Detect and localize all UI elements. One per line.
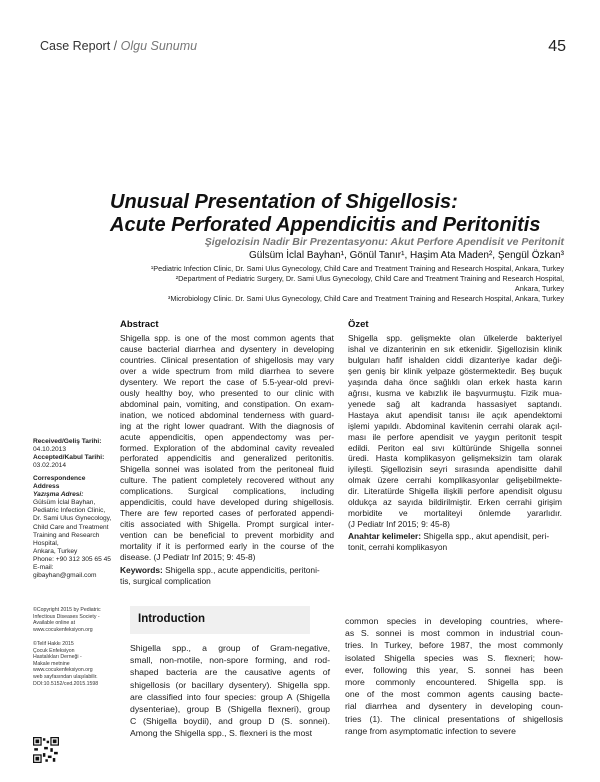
title-line-2: Acute Perforated Appendicitis and Peritonitis: [110, 214, 541, 236]
affiliation-2: ²Department of Pediatric Surgery, Dr. Sami Ulus Gynecology, Child Care and Treatment Training and Research Hospital,: [175, 274, 564, 283]
ozet-line: ması ile perfore apendisit ve yaygın peritonit tespit: [348, 431, 562, 442]
abstract-line: over a wide spectrum from mild diarrhea to severe: [120, 365, 334, 376]
abstract-line: disease. (J Pediatr Inf 2015; 9: 45-8): [120, 552, 256, 563]
abstract-line: complications. Surgical complications, including: [120, 486, 334, 497]
ozet-line: (J Pediatr Inf 2015; 9: 45-8): [348, 519, 450, 530]
corr-line: Training and Research: [33, 531, 100, 539]
accepted-date: 03.02.2014: [33, 462, 67, 470]
running-header: [40, 39, 197, 53]
corr-line: E-mail:: [33, 564, 54, 572]
abstract-line: appendicitis, could have developed during shigellosis.: [120, 497, 334, 508]
intro-right-line: one of the most common agents causing bacte-: [345, 689, 563, 700]
abstract-body: [120, 333, 334, 563]
copyright-tr-line: Çocuk Enfeksiyon: [33, 647, 75, 654]
article-title: [110, 191, 580, 237]
introduction-heading: Introduction: [138, 613, 206, 625]
intro-right-line: as S. sonnei is most common in industrial coun-: [345, 628, 563, 639]
copyright-en: [33, 607, 121, 633]
abstract-line: formed. Exploration of the abdominal cavity revealed: [120, 442, 334, 453]
received-label: Received/Geliş Tarihi:: [33, 438, 102, 445]
abstract-line: culture. The patient completely recovered without any: [120, 475, 334, 486]
abstract-line: perforated appendicitis and generalized peritonitis.: [120, 453, 334, 464]
intro-left-line: are classified into four species: group A (Shigella: [130, 691, 330, 702]
copyright-tr-line: www.cocukenfeksiyon.org: [33, 667, 93, 674]
intro-right-line: isolated Shigella species was S. flexneri; how-: [345, 652, 563, 663]
sidebar-dates: [33, 438, 123, 470]
corr-line: Dr. Sami Ulus Gynecology,: [33, 515, 112, 523]
corr-line: Pediatric Infection Clinic,: [33, 507, 106, 515]
abstract-line: mortality if it is performed early in the course of the: [120, 541, 334, 552]
corr-label-2: Address: [33, 483, 60, 491]
copyright-tr-line: Makale metnine: [33, 660, 70, 667]
intro-right-line: range from asymptomatic infection to severe: [345, 725, 516, 736]
intro-left-column: [130, 642, 330, 740]
ozet-line: morbidite ve mortaliteyi önlemde yararlıdır.: [348, 508, 562, 519]
anahtar-line-1: Shigella spp., akut apendisit, peri-: [423, 531, 550, 541]
affiliation-3: ³Microbiology Clinic. Dr. Sami Ulus Gynecology, Child Care and Treatment Training and Research Hospital, Ankara, Turkey: [167, 294, 564, 303]
intro-left-line: shaped bacteria are the causative agents of: [130, 667, 330, 678]
abstract-line: citis associated with Shigella. Prompt surgical inter-: [120, 519, 334, 530]
ozet-heading: Özet: [348, 319, 369, 330]
copyright-line: Available online at: [33, 620, 76, 627]
ozet-line: Shigella spp. gelişmekte olan ülkelerde bakteriyel: [348, 333, 562, 343]
copyright-tr-line: ©Telif Hakkı 2015: [33, 641, 74, 647]
abstract-heading: Abstract: [120, 319, 159, 330]
copyright-tr-line: Hastalıkları Derneği -: [33, 654, 82, 661]
corr-label-1: Correspondence: [33, 475, 86, 482]
abstract-line: Shigella sonnei was isolated from the peritoneal fluid: [120, 464, 334, 475]
ozet-line: yaşında daha önce sağlıklı olan erkek hasta karın: [348, 376, 562, 387]
abstract-line: Shigella spp. is one of the most common agents that: [120, 333, 334, 343]
ozet-line: işlemi yapıldı. Abdominal kavitenin cerrahi olarak açıl-: [348, 420, 562, 431]
sidebar-correspondence: [33, 475, 123, 580]
abstract-line: abdominal pain, vomiting, and constipation. On exam-: [120, 398, 334, 409]
keywords-line-1: Shigella spp., acute appendicitis, peritoni-: [165, 565, 320, 575]
intro-left-line: C (Shigella boydii), and group D (S. sonnei).: [130, 716, 330, 727]
abstract-keywords: [120, 565, 334, 587]
corr-line: Phone: +90 312 305 65 45: [33, 555, 111, 563]
ozet-line: dir. Literatürde Shigella ilişkili perfore apendisit olgusu: [348, 486, 562, 497]
ozet-line: iyileşti. Şigellozisin seyri sırasında apendisitte dahil: [348, 464, 562, 475]
anahtar-line-2: tonit, cerrahi komplikasyon: [348, 541, 448, 552]
copyright-tr-line: DOI:10.5152/ced.2015.1598: [33, 680, 99, 687]
copyright-line: www.cocukenfeksiyon.org: [33, 626, 93, 633]
intro-right-line: common species in developing countries, where-: [345, 616, 563, 626]
ozet-line: bulguları hafif ishalden ciddi dizanteriye kadar deği-: [348, 354, 562, 365]
intro-left-line: Among the Shigella spp., S. flexneri is the most: [130, 728, 313, 739]
page-number: 45: [548, 38, 566, 55]
corr-line: Gülsüm İclal Bayhan,: [33, 499, 96, 507]
intro-right-line: ever, following this year, S. sonnei has been: [345, 664, 563, 675]
affiliation-1: ¹Pediatric Infection Clinic, Dr. Sami Ulus Gynecology, Child Care and Treatment Training and Research Hospital, Ankara, Turkey: [150, 264, 564, 273]
intro-left-line: dysenteriae), group B (Shigella flexneri), group: [130, 704, 330, 715]
abstract-line: ing at the right lower quadrant. With the diagnosis of: [120, 420, 334, 431]
intro-right-column: [345, 615, 563, 737]
affiliation-2-cont: Ankara, Turkey: [514, 284, 564, 293]
copyright-tr-line: web sayfasından ulaşılabilir.: [33, 673, 98, 680]
qr-code-icon: [33, 737, 59, 763]
corr-line: Ankara, Turkey: [33, 547, 78, 555]
abstract-line: acute appendicitis, open appendectomy was per-: [120, 431, 334, 442]
abstract-line: dysentery. We report the case of 5.5-year-old previ-: [120, 376, 334, 387]
section-separator: /: [113, 39, 118, 53]
ozet-line: yenede sağ alt kadranda hassasiyet saptandı.: [348, 398, 562, 409]
anahtar-label: Anahtar kelimeler:: [348, 531, 422, 541]
intro-right-line: tries (1). The clinical presentations of shigellosis: [345, 713, 563, 724]
corr-label-3: Yazışma Adresi:: [33, 491, 84, 499]
ozet-line: şen geniş bir klinik yelpaze göstermektedir. Beş buçuk: [348, 365, 562, 376]
authors: Gülsüm İclal Bayhan¹, Gönül Tanır¹, Haşim Ata Maden², Şengül Özkan³: [249, 250, 564, 261]
ozet-line: edildi. Periton eal sıvı kültüründe Shigella sonnei: [348, 442, 562, 453]
ozet-body: [348, 333, 562, 530]
intro-right-line: rial diarrhea and dysentery in developing coun-: [345, 701, 563, 712]
ozet-line: ishal ve dizanterinin en sık etkenidir. Şigellozisin klinik: [348, 343, 562, 354]
intro-left-line: shigellosis (or bacillary dysentery). Shigella spp.: [130, 679, 330, 690]
intro-left-line: Shigella spp., a group of Gram-negative,: [130, 643, 330, 653]
keywords-line-2: tis, surgical complication: [120, 575, 211, 586]
copyright-line: ©Copyright 2015 by Pediatric: [33, 607, 101, 613]
corr-line: Child Care and Treatment: [33, 523, 109, 531]
abstract-line: ination, we noticed abdominal tenderness with guard-: [120, 409, 334, 420]
copyright-line: Infectious Diseases Society -: [33, 613, 100, 620]
intro-right-line: more commonly encountered. Shigella spp. is: [345, 677, 563, 688]
abstract-line: ously healthy boy, who presented to our clinic with: [120, 387, 334, 398]
copyright-tr: [33, 641, 121, 687]
intro-left-line: small, non-motile, non-spore forming, and rod-: [130, 655, 330, 666]
ozet-keywords: [348, 531, 562, 553]
title-line-1: Unusual Presentation of Shigellosis:: [110, 191, 458, 213]
ozet-line: ağrısı, kusma ve kabızlık ile başvurmuştu. Fizik mua-: [348, 387, 562, 398]
intro-right-line: tries. In Turkey, before 1987, the most commonly: [345, 640, 563, 651]
keywords-label: Keywords:: [120, 565, 163, 575]
ozet-line: olmak üzere cerrahi komplikasyonlar gelişebilmekte-: [348, 475, 562, 486]
accepted-label: Accepted/Kabul Tarihi:: [33, 454, 105, 462]
section-label: Case Report: [40, 39, 111, 53]
article-subtitle-tr: Şigelozisin Nadir Bir Prezentasyonu: Akut Perfore Apendisit ve Peritonit: [204, 236, 564, 248]
ozet-line: Hastaya akut apendisit tanısı ile açık apendektomi: [348, 409, 562, 420]
received-date: 04.10.2013: [33, 446, 67, 454]
abstract-line: countries. Clinical presentation of shigellosis may vary: [120, 354, 334, 365]
section-label-tr: Olgu Sunumu: [120, 39, 198, 53]
ozet-line: üredi. Hasta komplikasyon gelişmeksizin tam olarak: [348, 453, 562, 464]
abstract-line: There are few reported cases of perforated appendi-: [120, 508, 334, 519]
ozet-line: oldukça az sayıda bildirilmiştir. Erken cerrahi girişim: [348, 497, 562, 508]
corr-address: [33, 499, 123, 580]
corr-line: gibayhan@gmail.com: [33, 572, 97, 580]
abstract-line: cause bacterial diarrhea and dysentery in developing: [120, 343, 334, 354]
corr-line: Hospital,: [33, 539, 59, 547]
abstract-line: vention can be beneficial to prevent morbidity and: [120, 530, 334, 541]
